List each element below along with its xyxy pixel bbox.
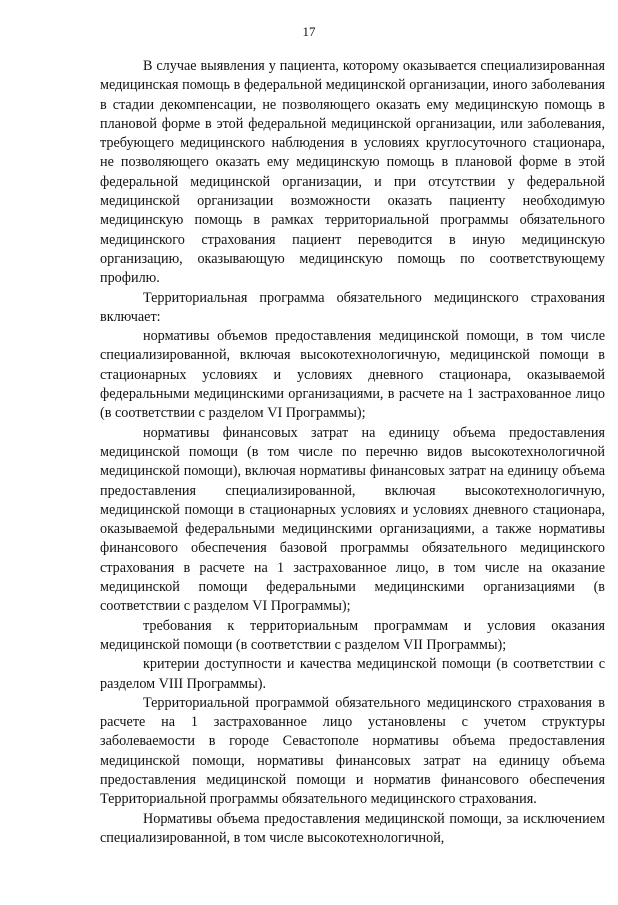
paragraph-program-includes: Территориальная программа обязательного медицинского страхования включает:	[100, 289, 605, 325]
paragraph-requirements: требования к территориальным программам и условия оказания медицинской помощи (в соответствии с разделом VII Программы);	[100, 617, 605, 653]
paragraph-transfer-patient: В случае выявления у пациента, которому оказывается специализированная медицинская помощь в федеральной медицинской организации, иного заболевания в стадии декомпенсации, не позволяющего оказать ему медицинскую помощь в плановой форме в этой федеральной медицинской организации, или заболевания, требующего медицинского наблюдения в условиях круглосуточного стационара, не позволяющего оказать ему медицинскую помощь в плановой форме в этой федеральной медицинской организации, и при отсутствии у федеральной медицинской организации возможности оказать пациенту необходимую медицинскую помощь в рамках территориальной программы обязательного медицинского страхования пациент переводится в иную медицинскую организацию, оказывающую медицинскую помощь по соответствующему профилю.	[100, 58, 605, 287]
paragraph-volume-norms: нормативы объемов предоставления медицинской помощи, в том числе специализированной, включая высокотехнологичную, медицинской помощи в стационарных условиях и условиях дневного стационара, оказываемой федеральными медицинскими организациями, в расчете на 1 застрахованное лицо (в соответствии с разделом VI Программы);	[100, 328, 605, 422]
paragraph-financial-cost-norms: нормативы финансовых затрат на единицу объема предоставления медицинской помощи (в том числе по перечню видов высокотехнологичной медицинской помощи), включая нормативы финансовых затрат на единицу объема предоставления специализированной, включая высокотехнологичную, медицинской помощи в стационарных условиях и условиях дневного стационара, оказываемой федеральными медицинскими организациями, а также нормативы финансового обеспечения базовой программы обязательного медицинского страхования в расчете на 1 застрахованное лицо, в том числе на оказание медицинской помощи федеральными медицинскими организациями (в соответствии с разделом VI Программы);	[100, 424, 605, 615]
paragraph-criteria: критерии доступности и качества медицинской помощи (в соответствии с разделом VIII Программы).	[100, 656, 605, 692]
page-number: 17	[302, 24, 316, 39]
paragraph-volume-norms-exception: Нормативы объема предоставления медицинской помощи, за исключением специализированной, в том числе высокотехнологичной,	[100, 810, 605, 846]
paragraph-territorial-program-norms: Территориальной программой обязательного медицинского страхования в расчете на 1 застрахованное лицо установлены с учетом структуры заболеваемости в городе Севастополе нормативы объема предоставления медицинской помощи, нормативы финансовых затрат на единицу объема предоставления медицинской помощи и норматив финансового обеспечения Территориальной программы обязательного медицинского страхования.	[100, 694, 605, 808]
document-body	[100, 57, 605, 848]
